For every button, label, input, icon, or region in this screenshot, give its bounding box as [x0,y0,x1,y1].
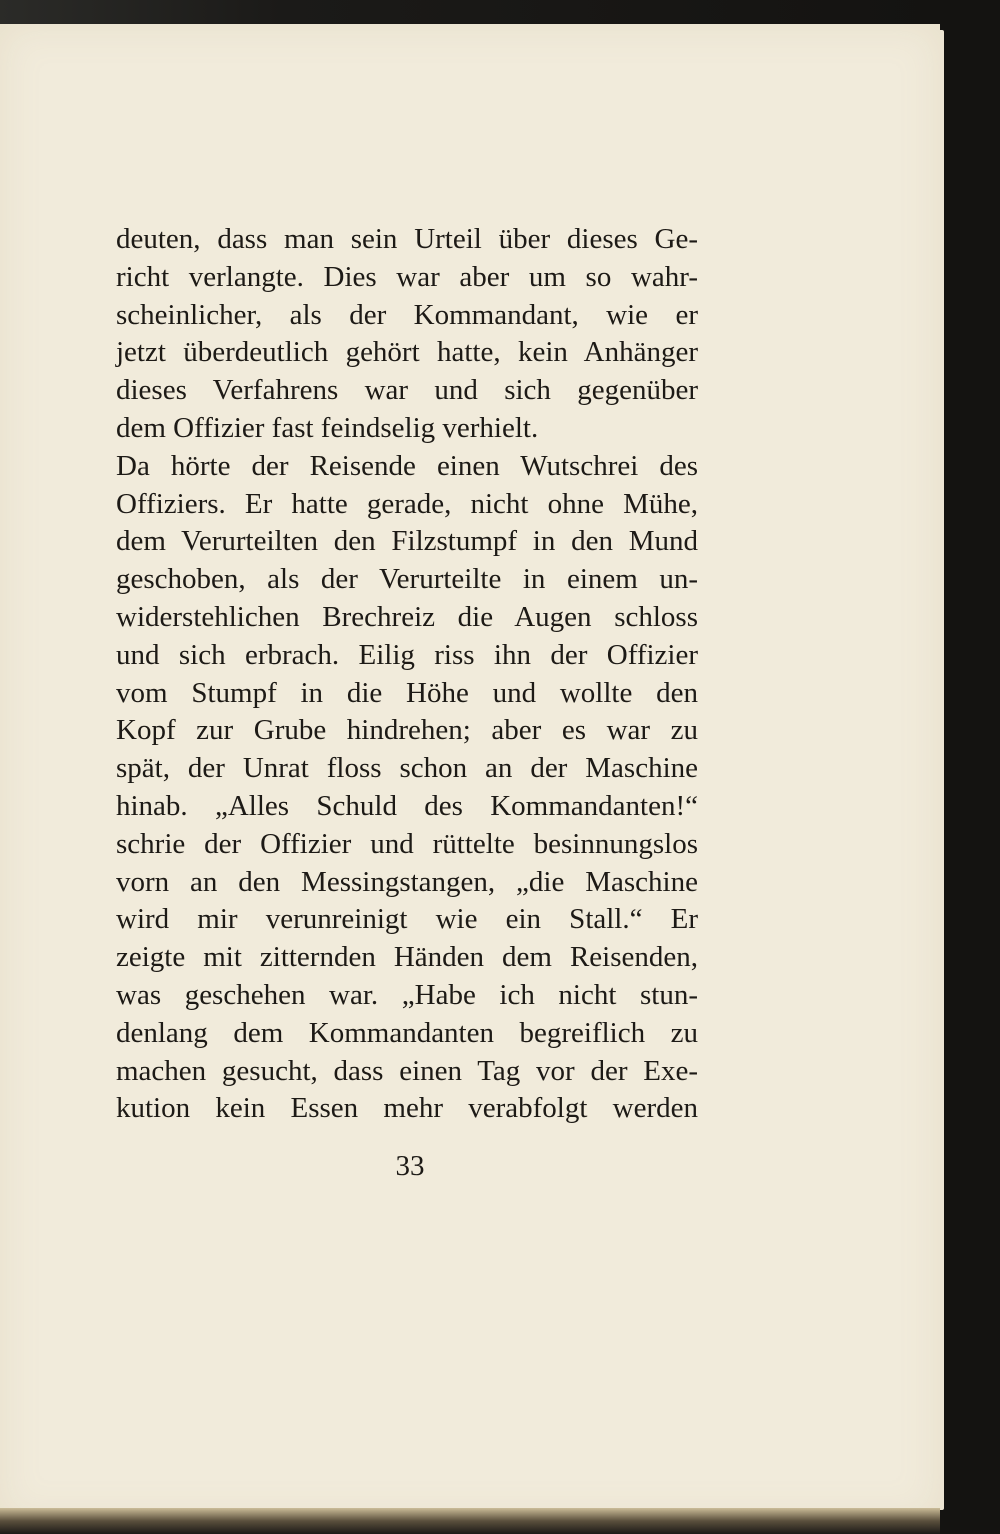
text-line: spät, der Unrat floss schon an der Maschine [116,752,698,785]
page-number: 33 [395,1150,425,1182]
text-line: dem Verurteilten den Filzstumpf in den Mund [116,525,698,558]
text-line: deuten, dass man sein Urteil über dieses Ge- [116,223,698,255]
text-line: hinab. „Alles Schuld des Kommandanten!“ [116,789,698,822]
text-line: zeigte mit zitternden Händen dem Reisenden, [116,941,698,974]
page-bottom-edge [0,1508,940,1534]
text-line: dieses Verfahrens war und sich gegenüber [116,374,698,407]
text-line: Da hörte der Reisende einen Wutschrei des [116,449,698,482]
top-binding-strip [0,0,940,26]
text-line: dem Offizier fast feindselig verhielt. [116,411,539,444]
text-line: Kopf zur Grube hindrehen; aber es war zu [116,714,698,747]
text-line: und sich erbrach. Eilig riss ihn der Offizier [116,638,698,671]
text-line: geschoben, als der Verurteilte in einem un- [116,563,698,596]
text-line: vorn an den Messingstangen, „die Maschine [116,865,698,898]
text-line: kution kein Essen mehr verabfolgt werden [116,1092,698,1125]
text-line: widerstehlichen Brechreiz die Augen schloss [116,600,698,633]
text-line: denlang dem Kommandanten begreiflich zu [116,1016,698,1049]
body-text [116,221,698,1128]
text-line: wird mir verunreinigt wie ein Stall.“ Er [116,903,698,936]
text-line: vom Stumpf in die Höhe und wollte den [116,676,698,709]
text-line: richt verlangte. Dies war aber um so wahr- [116,260,698,293]
text-line: Offiziers. Er hatte gerade, nicht ohne Mühe, [116,487,698,520]
text-line: scheinlicher, als der Kommandant, wie er [116,298,698,331]
text-line: machen gesucht, dass einen Tag vor der Exe- [116,1054,698,1087]
text-line: schrie der Offizier und rüttelte besinnungslos [116,827,698,860]
text-line: jetzt überdeutlich gehört hatte, kein Anhänger [116,336,698,369]
text-line: was geschehen war. „Habe ich nicht stun- [116,978,698,1011]
